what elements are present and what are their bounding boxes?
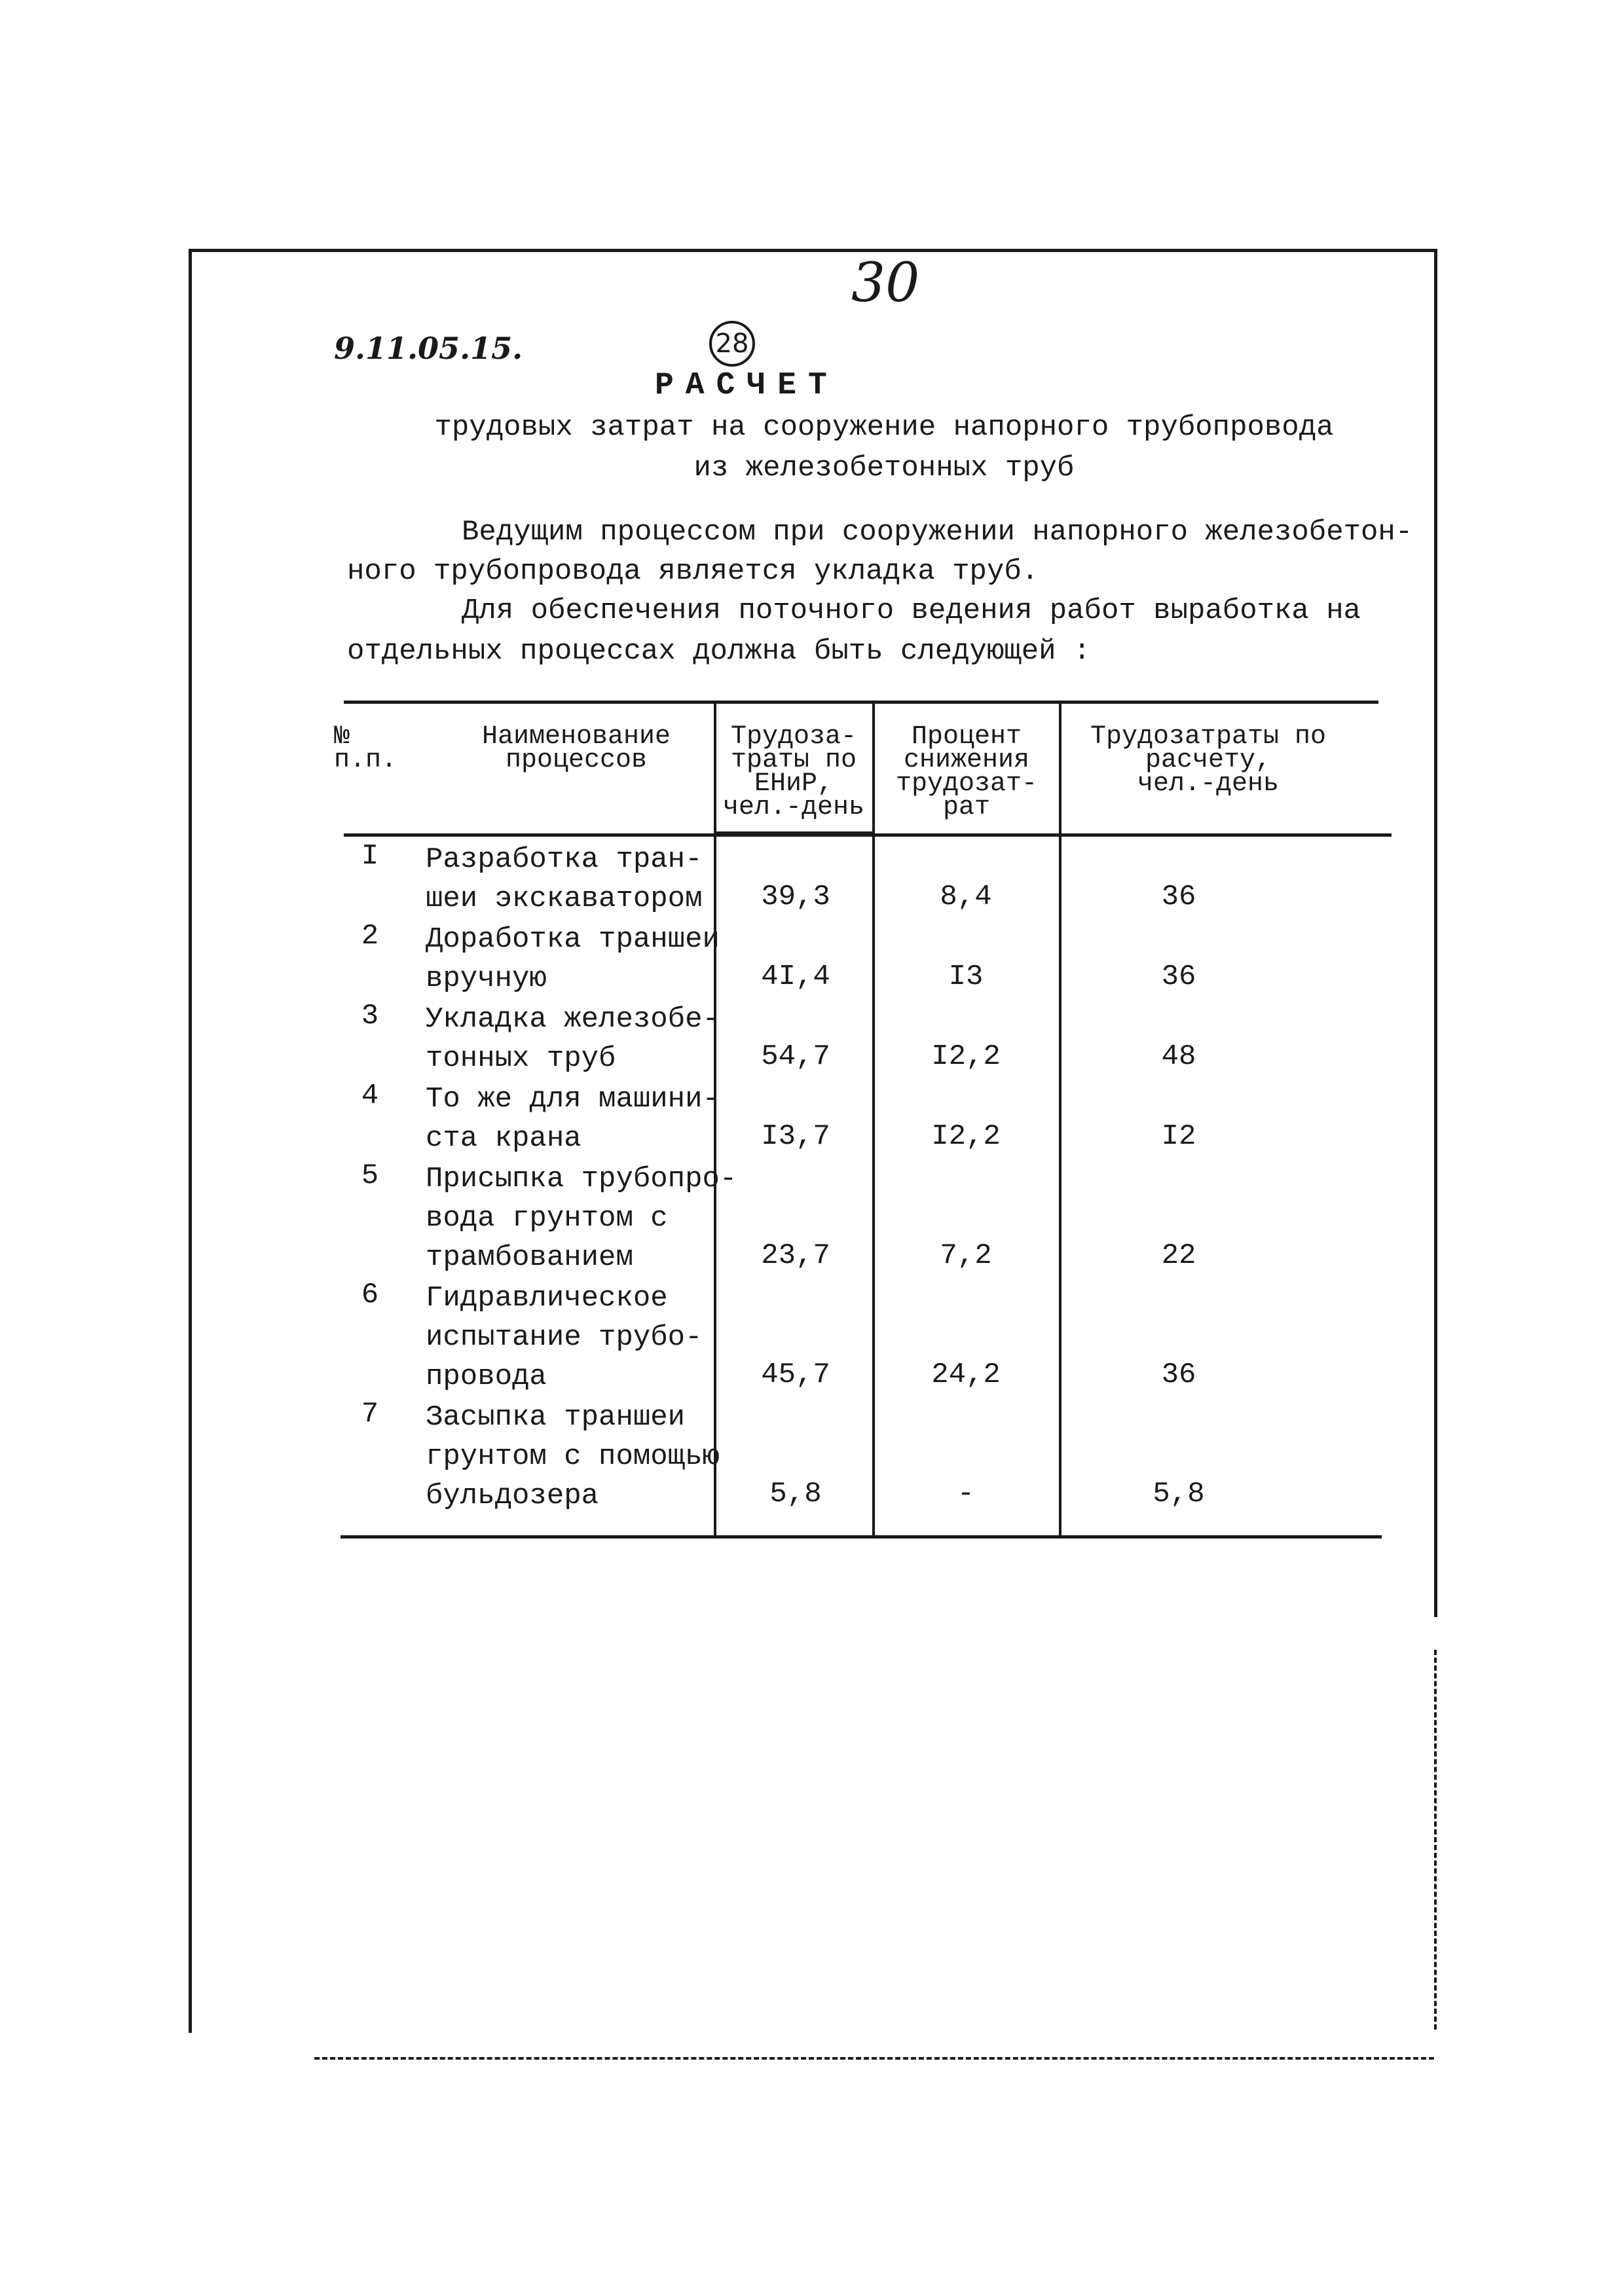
row-process-name: Гидравлическое испытание трубо- провода	[426, 1282, 703, 1393]
row-process-name: То же для машини- ста крана	[426, 1083, 720, 1155]
subtitle-line-2: из железобетонных труб	[693, 452, 1075, 484]
row-number: 3	[361, 1000, 379, 1032]
row-enir-value: 5,8	[769, 1478, 822, 1510]
row-enir-value: 54,7	[761, 1040, 830, 1073]
row-percent-value: -	[957, 1478, 975, 1510]
row-calc-value: 22	[1161, 1239, 1196, 1272]
frame-right-border	[1434, 249, 1437, 1617]
row-process-name: Присыпка трубопро- вода грунтом с трамбованием	[426, 1163, 737, 1274]
row-percent-value: I3	[948, 960, 984, 993]
page-number: 30	[851, 252, 920, 314]
paragraph-line-3: Для обеспечения поточного ведения работ выработка на	[462, 594, 1361, 627]
header-number: № п.п.	[334, 722, 397, 775]
paragraph-line-2: ного трубопровода является укладка труб.	[347, 555, 1039, 588]
frame-left-border	[189, 249, 192, 2033]
frame-bottom-border	[314, 2057, 1434, 2060]
row-number: 4	[361, 1080, 379, 1112]
document-code: 9.11.05.15.	[334, 331, 523, 366]
frame-top-border	[189, 249, 1437, 252]
paragraph-line-1: Ведущим процессом при сооружении напорного железобетон-	[462, 516, 1413, 549]
row-number: 7	[361, 1398, 379, 1430]
row-calc-value: 36	[1161, 1358, 1196, 1391]
row-percent-value: 24,2	[931, 1358, 1001, 1391]
row-calc-value: 48	[1161, 1040, 1196, 1073]
page-title: РАСЧЕТ	[655, 368, 839, 403]
row-number: 2	[361, 920, 379, 953]
subtitle-line-1: трудовых затрат на сооружение напорного трубопровода	[434, 411, 1334, 444]
header-enir: Трудоза- траты по ЕНиР, чел.-день	[722, 722, 865, 822]
row-percent-value: I2,2	[931, 1040, 1001, 1073]
row-process-name: Разработка тран- шеи экскаватором	[426, 843, 703, 915]
paragraph-line-4: отдельных процессах должна быть следующей :	[347, 635, 1091, 668]
table-header-rule	[344, 833, 1392, 837]
header-name: Наименование процессов	[481, 722, 671, 775]
enir-header-underline	[714, 831, 875, 833]
table-divider-2	[872, 701, 875, 1537]
row-calc-value: I2	[1161, 1120, 1196, 1153]
row-percent-value: 8,4	[940, 881, 992, 913]
table-top-rule	[344, 701, 1378, 704]
row-enir-value: 23,7	[761, 1239, 830, 1272]
row-calc-value: 5,8	[1153, 1478, 1205, 1510]
table-bottom-rule	[341, 1535, 1382, 1539]
row-number: I	[361, 840, 379, 873]
row-calc-value: 36	[1161, 960, 1196, 993]
header-percent: Процент снижения трудозат- рат	[895, 722, 1038, 822]
table-divider-3	[1059, 701, 1061, 1537]
row-number: 5	[361, 1159, 379, 1192]
row-enir-value: 45,7	[761, 1358, 830, 1391]
header-calc: Трудозатраты по расчету, чел.-день	[1090, 722, 1327, 799]
row-percent-value: 7,2	[940, 1239, 992, 1272]
row-enir-value: 4I,4	[761, 960, 830, 993]
row-process-name: Укладка железобе- тонных труб	[426, 1003, 720, 1075]
row-process-name: Засыпка траншеи грунтом с помощью бульдозера	[426, 1401, 720, 1512]
row-enir-value: I3,7	[761, 1120, 830, 1153]
row-enir-value: 39,3	[761, 881, 830, 913]
circled-number: 28	[709, 321, 755, 367]
frame-right-border-dashed	[1434, 1650, 1437, 2030]
row-percent-value: I2,2	[931, 1120, 1001, 1153]
row-process-name: Доработка траншеи вручную	[426, 923, 720, 995]
row-calc-value: 36	[1161, 881, 1196, 913]
row-number: 6	[361, 1279, 379, 1311]
